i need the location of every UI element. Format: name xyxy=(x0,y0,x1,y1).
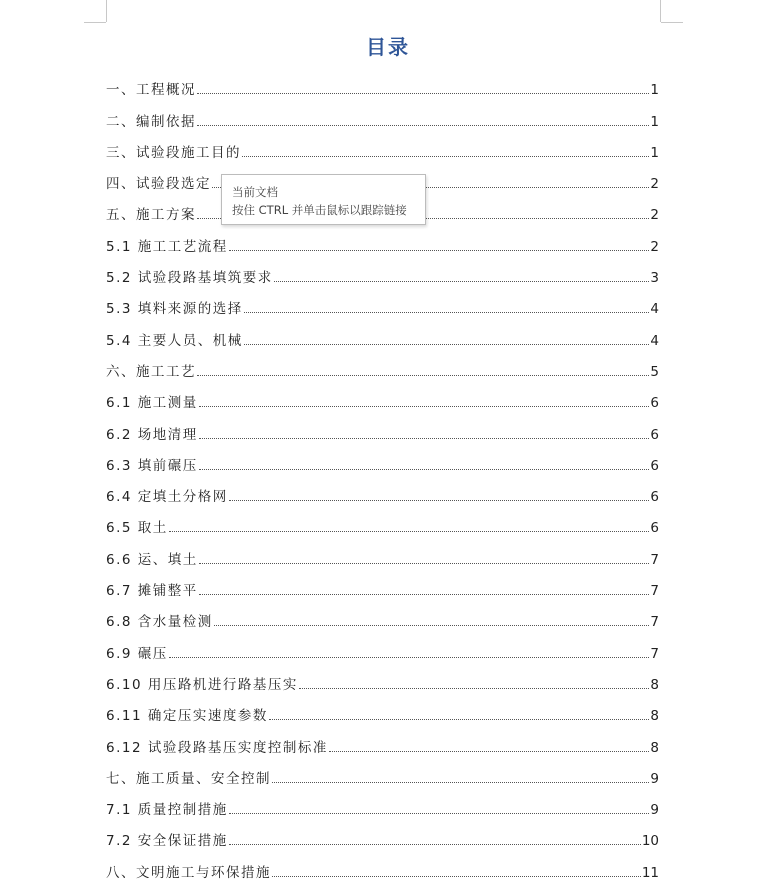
toc-entry-page-number: 2 xyxy=(650,176,659,193)
toc-entry-page-number: 10 xyxy=(641,833,659,850)
toc-entry[interactable] xyxy=(106,787,659,818)
toc-entry-title: 6.3 填前碾压 xyxy=(106,457,198,474)
toc-entry-title: 6.9 碾压 xyxy=(106,645,168,662)
toc-entry[interactable] xyxy=(106,286,659,317)
toc-entry-title: 6.6 运、填土 xyxy=(106,551,198,568)
toc-entry-page-number: 3 xyxy=(650,270,659,287)
toc-entry-page-number: 8 xyxy=(650,708,659,725)
toc-entry-page-number: 4 xyxy=(650,301,659,318)
toc-entry[interactable] xyxy=(106,443,659,474)
toc-entry-page-number: 11 xyxy=(641,864,659,881)
toc-entry-title: 三、试验段施工目的 xyxy=(106,144,241,161)
dot-leader xyxy=(274,280,650,282)
toc-entry[interactable] xyxy=(106,380,659,411)
dot-leader xyxy=(229,499,650,501)
toc-entry[interactable] xyxy=(106,849,659,880)
dot-leader xyxy=(299,687,650,689)
toc-entry-page-number: 1 xyxy=(650,113,659,130)
toc-entry[interactable] xyxy=(106,223,659,254)
toc-entry-title: 6.8 含水量检测 xyxy=(106,614,213,631)
toc-entry[interactable] xyxy=(106,411,659,442)
dot-leader xyxy=(269,718,650,720)
toc-entry-page-number: 6 xyxy=(650,395,659,412)
dot-leader xyxy=(244,343,650,345)
toc-entry-page-number: 6 xyxy=(650,426,659,443)
dot-leader xyxy=(197,92,649,94)
dot-leader xyxy=(199,593,650,595)
dot-leader xyxy=(199,437,650,439)
toc-entry-title: 5.4 主要人员、机械 xyxy=(106,332,243,349)
toc-entry-page-number: 7 xyxy=(650,583,659,600)
toc-entry-page-number: 7 xyxy=(650,551,659,568)
dot-leader xyxy=(169,656,650,658)
toc-entry[interactable] xyxy=(106,599,659,630)
toc-entry-title: 6.4 定填土分格网 xyxy=(106,489,228,506)
toc-entry[interactable] xyxy=(106,693,659,724)
toc-entry[interactable] xyxy=(106,505,659,536)
toc-entry-title: 四、试验段选定 xyxy=(106,176,211,193)
toc-entry-title: 6.7 摊铺整平 xyxy=(106,583,198,600)
toc-entry-page-number: 2 xyxy=(650,238,659,255)
toc-entry[interactable] xyxy=(106,67,659,98)
dot-leader xyxy=(199,562,650,564)
toc-entry[interactable] xyxy=(106,630,659,661)
toc-entry-title: 五、施工方案 xyxy=(106,207,196,224)
toc-entry-title: 6.5 取土 xyxy=(106,520,168,537)
hyperlink-tooltip xyxy=(221,174,426,225)
toc-entry-page-number: 6 xyxy=(650,489,659,506)
toc-entry[interactable] xyxy=(106,474,659,505)
toc-entry[interactable] xyxy=(106,724,659,755)
toc-entry-page-number: 8 xyxy=(650,676,659,693)
dot-leader xyxy=(197,374,649,376)
toc-entry-title: 一、工程概况 xyxy=(106,82,196,99)
dot-leader xyxy=(197,124,649,126)
toc-entry-title: 5.3 填料来源的选择 xyxy=(106,301,243,318)
dot-leader xyxy=(229,249,650,251)
toc-entry-title: 二、编制依据 xyxy=(106,113,196,130)
toc-entry-title: 6.2 场地清理 xyxy=(106,426,198,443)
toc-entry-title: 6.10 用压路机进行路基压实 xyxy=(106,676,298,693)
toc-entry[interactable] xyxy=(106,98,659,129)
dot-leader xyxy=(242,155,649,157)
tooltip-line-1: 当前文档 xyxy=(232,185,278,199)
page-corner-mark xyxy=(661,22,683,23)
dot-leader xyxy=(272,875,641,877)
toc-entry-title: 七、施工质量、安全控制 xyxy=(106,770,271,787)
dot-leader xyxy=(229,812,650,814)
toc-entry-title: 6.1 施工测量 xyxy=(106,395,198,412)
dot-leader xyxy=(329,750,650,752)
dot-leader xyxy=(244,311,650,313)
dot-leader xyxy=(199,468,650,470)
toc-entry-page-number: 7 xyxy=(650,614,659,631)
page-corner-mark xyxy=(106,0,107,22)
toc-entry[interactable] xyxy=(106,756,659,787)
toc-entry-title: 6.11 确定压实速度参数 xyxy=(106,708,268,725)
dot-leader xyxy=(214,624,650,626)
dot-leader xyxy=(229,843,641,845)
toc-entry[interactable] xyxy=(106,568,659,599)
toc-entry[interactable] xyxy=(106,255,659,286)
toc-entry-title: 八、文明施工与环保措施 xyxy=(106,864,271,881)
toc-entry-page-number: 1 xyxy=(650,144,659,161)
toc-entry-page-number: 6 xyxy=(650,520,659,537)
dot-leader xyxy=(199,405,650,407)
toc-entry-page-number: 8 xyxy=(650,739,659,756)
toc-entry-page-number: 2 xyxy=(650,207,659,224)
toc-entry[interactable] xyxy=(106,536,659,567)
toc-entry[interactable] xyxy=(106,130,659,161)
toc-entry[interactable] xyxy=(106,818,659,849)
dot-leader xyxy=(169,530,650,532)
toc-entry-title: 7.1 质量控制措施 xyxy=(106,802,228,819)
toc-entry[interactable] xyxy=(106,317,659,348)
toc-entry-title: 6.12 试验段路基压实度控制标准 xyxy=(106,739,328,756)
toc-entry-title: 5.1 施工工艺流程 xyxy=(106,238,228,255)
toc-entry-page-number: 4 xyxy=(650,332,659,349)
toc-entry-page-number: 6 xyxy=(650,457,659,474)
toc-entry-page-number: 9 xyxy=(650,802,659,819)
toc-entry-page-number: 1 xyxy=(650,82,659,99)
toc-entry-title: 7.2 安全保证措施 xyxy=(106,833,228,850)
toc-entry[interactable] xyxy=(106,349,659,380)
toc-entry[interactable] xyxy=(106,662,659,693)
page-corner-mark xyxy=(84,22,106,23)
toc-entry-page-number: 9 xyxy=(650,770,659,787)
toc-entry-page-number: 7 xyxy=(650,645,659,662)
page-corner-mark xyxy=(660,0,661,22)
page-title: 目录 xyxy=(366,35,410,59)
toc-entry-title: 六、施工工艺 xyxy=(106,363,196,380)
dot-leader xyxy=(272,781,649,783)
toc-entry-page-number: 5 xyxy=(650,363,659,380)
tooltip-line-2: 按住 CTRL 并单击鼠标以跟踪链接 xyxy=(232,203,407,217)
toc-entry-title: 5.2 试验段路基填筑要求 xyxy=(106,270,273,287)
